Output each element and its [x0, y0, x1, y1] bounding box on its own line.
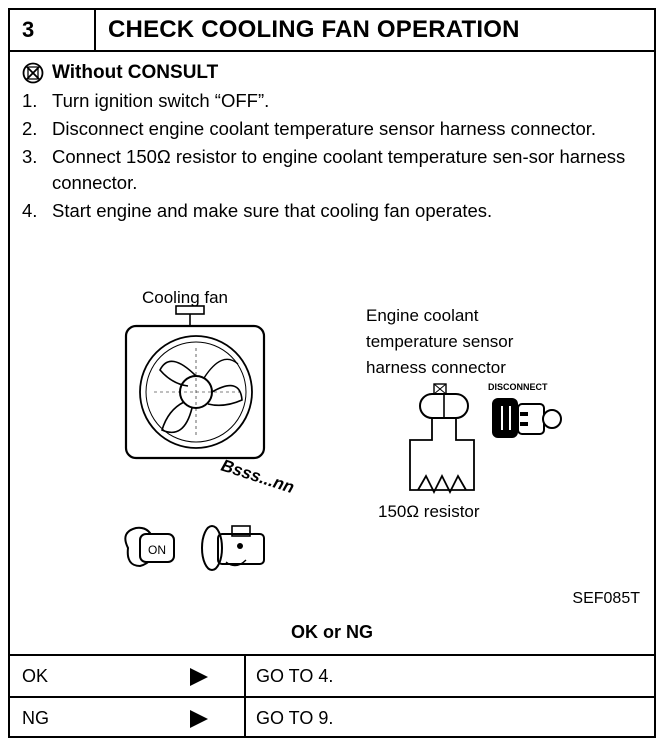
step-num: 3. [22, 146, 38, 167]
result-label: NG [22, 708, 49, 728]
key-text: ON [148, 543, 166, 557]
step-text: Disconnect engine coolant temperature sensor harness connector. [52, 118, 597, 139]
step-num: 4. [22, 200, 38, 221]
result-label: OK [22, 666, 49, 686]
sound-text: Bsss...nn [218, 455, 297, 498]
sensor-label-line1: Engine coolant [366, 306, 479, 325]
sensor-label-line3: harness connector [366, 358, 506, 377]
divider [244, 656, 246, 696]
no-consult-icon [22, 62, 44, 84]
sensor-label-line2: temperature sensor [366, 332, 514, 351]
ignition-key-icon [125, 528, 174, 566]
list-item [22, 198, 642, 224]
subheading-text: Without CONSULT [52, 62, 219, 83]
list-item [22, 144, 642, 196]
sensor-connector-icon [492, 398, 561, 438]
procedure-box [8, 8, 656, 738]
page-title: CHECK COOLING FAN OPERATION [108, 16, 520, 43]
figure [100, 280, 650, 610]
result-action: GO TO 4. [256, 666, 334, 686]
cooling-fan-icon [126, 306, 264, 458]
arrow-right-icon [190, 710, 208, 728]
result-action: GO TO 9. [256, 708, 334, 728]
resistor-label: 150Ω resistor [378, 502, 480, 521]
divider [244, 698, 246, 738]
header-bar [10, 10, 654, 52]
step-text: Connect 150Ω resistor to engine coolant temperature sen-sor harness connector. [52, 146, 626, 193]
figure-ref-code: SEF085T [572, 590, 640, 607]
list-item [22, 88, 642, 114]
cooling-fan-label: Cooling fan [142, 288, 229, 307]
step-num: 2. [22, 118, 38, 139]
step-text: Start engine and make sure that cooling fan operates. [52, 200, 493, 221]
instruction-list [22, 88, 642, 226]
arrow-right-icon [190, 668, 208, 686]
table-row [10, 696, 654, 738]
step-num: 1. [22, 90, 38, 111]
table-row [10, 654, 654, 696]
disconnect-label: DISCONNECT [488, 382, 548, 392]
step-text: Turn ignition switch “OFF”. [52, 90, 270, 111]
subheading [22, 62, 218, 84]
result-heading: OK or NG [290, 622, 373, 642]
list-item [22, 116, 642, 142]
step-number: 3 [10, 10, 96, 50]
diagram-graphics [100, 280, 650, 610]
engine-icon [202, 526, 264, 570]
